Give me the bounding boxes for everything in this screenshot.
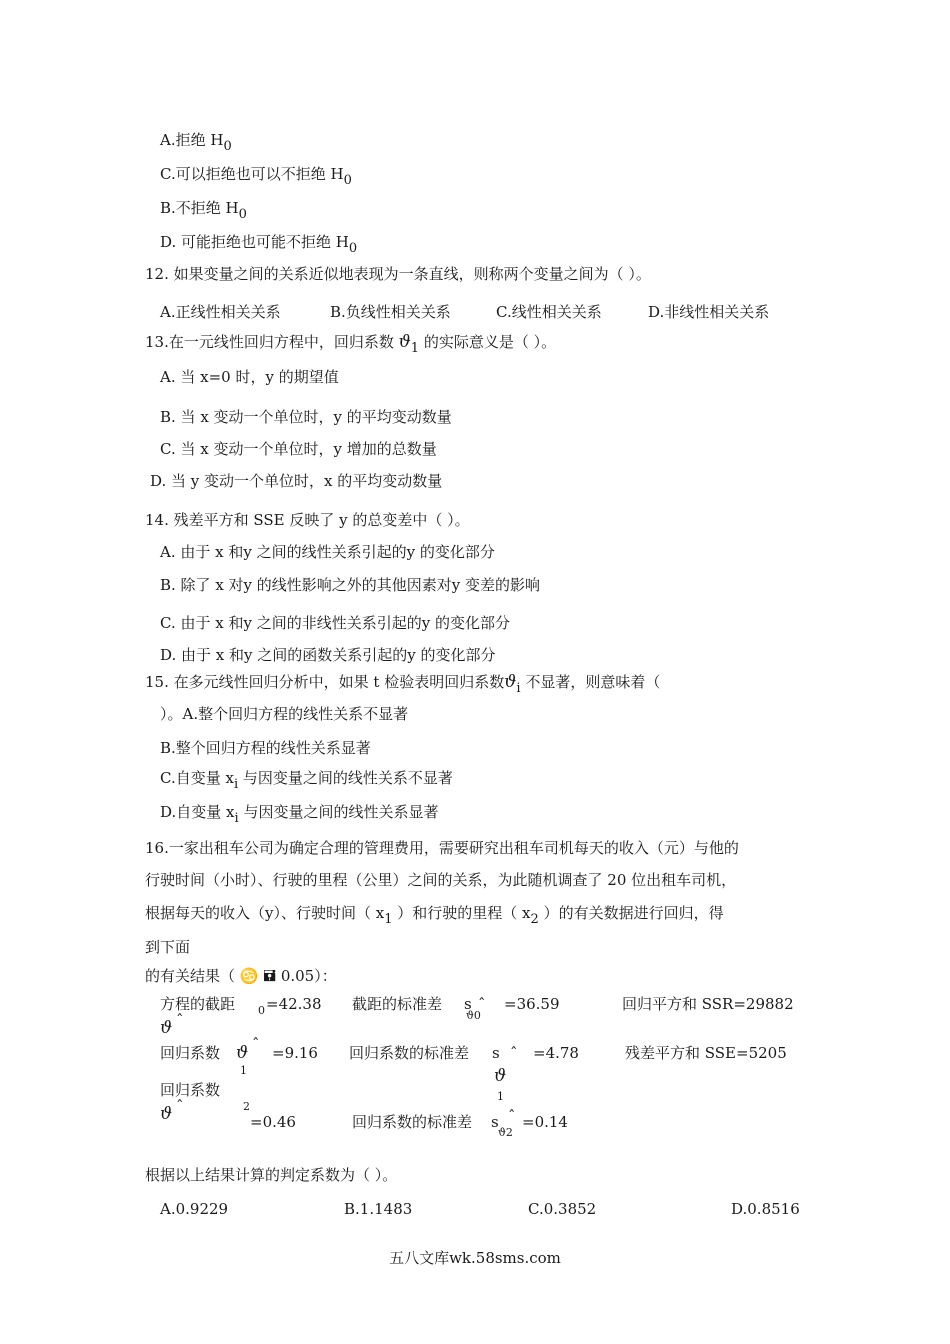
q11-option-c (160, 164, 352, 186)
beta-symbol: ϑ (160, 1018, 173, 1038)
q15-option-c (160, 768, 453, 790)
result-intercept-label: 方程的截距 (160, 995, 236, 1013)
q11-option-d-text: D. 可能拒绝也可能不拒绝 H (160, 233, 349, 251)
beta-symbol: ϑ (494, 1066, 507, 1086)
q13-option-d: D. 当 y 变动一个单位时，x 的平均变动数量 (150, 472, 443, 490)
q11-option-a (160, 130, 232, 152)
alpha-symbol: ♋ (239, 967, 259, 985)
q12-option-a: A.正线性相关关系 (160, 303, 281, 321)
q14-option-c: C. 由于 x 和y 之间的非线性关系引起的y 的变化部分 (160, 614, 510, 632)
q13-option-a: A. 当 x=0 时，y 的期望值 (160, 368, 339, 386)
beta-symbol: ϑ (236, 1043, 249, 1063)
q16-line4: 到下面 (145, 938, 191, 956)
footer-watermark: 五八文库wk.58sms.com (389, 1249, 561, 1267)
result-intercept-se-label: 截距的标准差 (352, 995, 443, 1013)
result-b1-label: 回归系数 (160, 1044, 221, 1062)
result-b1-value: =9.16 (272, 1044, 318, 1062)
q13-option-b: B. 当 x 变动一个单位时，y 的平均变动数量 (160, 408, 452, 426)
result-b1-se-sub: 1 (497, 1090, 504, 1103)
result-intercept-se-sub: ϑ0 (466, 1009, 481, 1022)
q15-option-c-pre: C.自变量 x (160, 769, 234, 787)
q16-line5-post: 0.05）： (280, 967, 337, 985)
q11-option-b-sub: 0 (238, 207, 247, 222)
q15-option-c-post: 与因变量之间的线性关系不显著 (242, 769, 453, 787)
q13-stem (145, 332, 556, 354)
result-ssr: 回归平方和 SSR=29882 (622, 995, 794, 1013)
q16-line3-pre: 根据每天的收入（y）、行驶时间（ x (145, 904, 385, 922)
q15-stem-post: 不显著，则意味着（ (525, 673, 661, 691)
result-b1-se-s: s (492, 1044, 500, 1062)
q16-line3 (145, 903, 724, 925)
q16-line1: 16.一家出租车公司为确定合理的管理费用，需要研究出租车司机每天的收入（元）与他的 (145, 839, 739, 857)
q16-line2: 行驶时间（小时）、行驶的里程（公里）之间的关系，为此随机调查了 20 位出租车司机， (145, 871, 737, 889)
result-intercept-value: =42.38 (266, 995, 322, 1013)
result-b1-se-value: =4.78 (533, 1044, 579, 1062)
q15-option-d-post: 与因变量之间的线性关系显著 (243, 803, 439, 821)
q16-line3-mid: ）和行驶的里程（ x (397, 904, 531, 922)
result-b2-sub: 2 (243, 1100, 250, 1113)
q11-option-c-text: C.可以拒绝也可以不拒绝 H (160, 165, 344, 183)
q11-option-b (160, 198, 247, 220)
q13-stem-sub: 1 (410, 341, 420, 356)
q13-option-c: C. 当 x 变动一个单位时，y 增加的总数量 (160, 440, 437, 458)
beta-symbol: ϑ (160, 1104, 173, 1124)
result-b2-se-s: s (491, 1113, 499, 1131)
q16-line3-post: ）的有关数据进行回归，得 (543, 904, 724, 922)
q16-option-c: C.0.3852 (528, 1200, 597, 1218)
q11-option-b-text: B.不拒绝 H (160, 199, 239, 217)
result-b2-label: 回归系数 (160, 1081, 221, 1099)
q16-line5 (145, 966, 337, 986)
equals-symbol: 🖬 (263, 967, 277, 985)
q16-line3-sub2: 2 (530, 912, 539, 927)
q15-stem-sub: i (516, 681, 521, 696)
hat-mark: ˆ (252, 1035, 260, 1053)
q12-option-d: D.非线性相关关系 (648, 303, 770, 321)
hat-mark: ˆ (508, 1107, 516, 1125)
q16-line3-sub1: 1 (384, 912, 393, 927)
q14-option-a: A. 由于 x 和y 之间的线性关系引起的y 的变化部分 (160, 543, 495, 561)
q16-question: 根据以上结果计算的判定系数为（ ）。 (145, 1166, 398, 1184)
q12-option-c: C.线性相关关系 (496, 303, 602, 321)
result-b1-se-label: 回归系数的标准差 (349, 1044, 470, 1062)
q13-stem-post: 的实际意义是（ ）。 (423, 333, 557, 351)
hat-mark: ˆ (510, 1044, 518, 1062)
q12-option-b: B.负线性相关关系 (330, 303, 451, 321)
beta-symbol: ϑ (504, 672, 517, 692)
result-b2-se-label: 回归系数的标准差 (352, 1113, 473, 1131)
q15-stem-line2: ）。A.整个回归方程的线性关系不显著 (160, 705, 409, 723)
result-sse: 残差平方和 SSE=5205 (625, 1044, 787, 1062)
hat-mark: ˆ (478, 995, 486, 1013)
q15-option-d-sub: i (234, 811, 239, 826)
hat-mark: ˆ (176, 1011, 184, 1029)
beta-symbol: ϑ (398, 332, 411, 352)
q14-option-d: D. 由于 x 和y 之间的函数关系引起的y 的变化部分 (160, 646, 496, 664)
result-b2-value: =0.46 (250, 1113, 296, 1131)
q15-option-d (160, 802, 438, 824)
q16-option-d: D.0.8516 (731, 1200, 800, 1218)
result-b2-se-sub: ϑ2 (498, 1126, 513, 1139)
q14-option-b: B. 除了 x 对y 的线性影响之外的其他因素对y 变差的影响 (160, 576, 541, 594)
q11-option-c-sub: 0 (343, 173, 352, 188)
result-b2-se-value: =0.14 (522, 1113, 568, 1131)
q16-line5-pre: 的有关结果（ (145, 967, 236, 985)
q14-stem: 14. 残差平方和 SSE 反映了 y 的总变差中（ ）。 (145, 511, 470, 529)
result-b1-sub: 1 (240, 1064, 247, 1077)
q11-option-a-sub: 0 (223, 139, 232, 154)
q16-option-a: A.0.9229 (160, 1200, 229, 1218)
q15-stem (145, 672, 660, 694)
q16-option-b: B.1.1483 (344, 1200, 413, 1218)
hat-mark: ˆ (176, 1097, 184, 1115)
q12-stem: 12. 如果变量之间的关系近似地表现为一条直线，则称两个变量之间为（ ）。 (145, 265, 651, 283)
result-intercept-sub: 0 (258, 1004, 265, 1017)
q15-option-c-sub: i (233, 777, 239, 792)
q13-stem-pre: 13.在一元线性回归方程中，回归系数 (145, 333, 394, 351)
q15-stem-pre: 15. 在多元线性回归分析中，如果 t 检验表明回归系数 (145, 673, 505, 691)
q11-option-d (160, 232, 357, 254)
result-intercept-se-value: =36.59 (504, 995, 560, 1013)
q11-option-d-sub: 0 (348, 241, 358, 256)
q15-option-b: B.整个回归方程的线性关系显著 (160, 739, 371, 757)
q11-option-a-text: A.拒绝 H (160, 131, 224, 149)
q15-option-d-pre: D.自变量 x (160, 803, 235, 821)
result-intercept-se-s: s (464, 995, 472, 1013)
